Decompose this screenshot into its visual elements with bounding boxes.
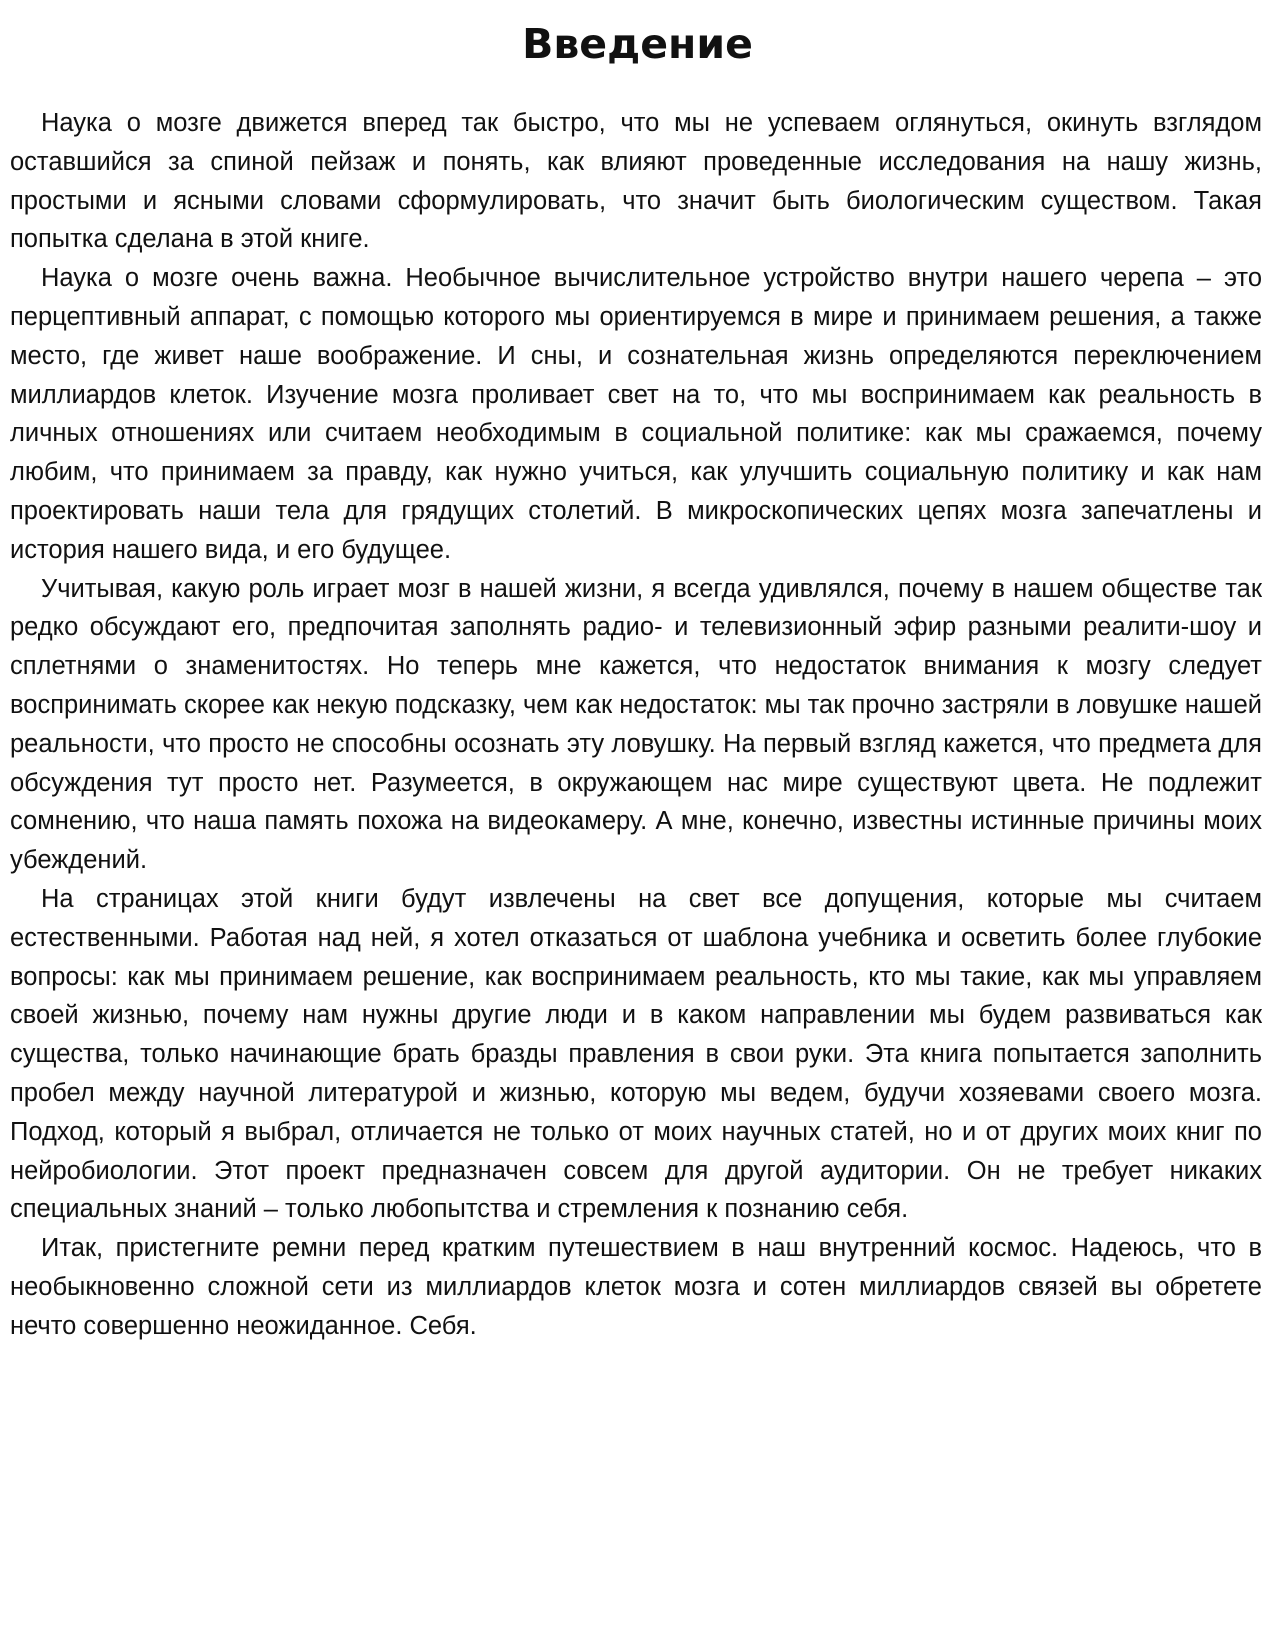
paragraph-4: На страницах этой книги будут извлечены на свет все допущения, которые мы считаем естественными. Работая над ней, я хотел отказаться от шаблона учебника и осветить более глубокие вопросы: как мы принимаем решение, как воспринимаем реальность, кто мы такие, как мы управляем своей жизнью, почему нам нужны другие люди и в каком направлении мы будем развиваться как существа, только начинающие брать бразды правления в свои руки. Эта книга попытается заполнить пробел между научной литературой и жизнью, которую мы ведем, будучи хозяевами своего мозга. Подход, который я выбрал, отличается не только от моих научных статей, но и от других моих книг по нейробиологии. Этот проект предназначен совсем для другой аудитории. Он не требует никаких специальных знаний – только любопытства и стремления к познанию себя. [10, 884, 1262, 1224]
paragraph-1: Наука о мозге движется вперед так быстро, что мы не успеваем оглянуться, окинуть взглядом оставшийся за спиной пейзаж и понять, как влияют проведенные исследования на нашу жизнь, простыми и ясными словами сформулировать, что значит быть биологическим существом. Такая попытка сделана в этой книге. [10, 109, 1262, 254]
body-text [10, 104, 1262, 1346]
paragraph-5: Итак, пристегните ремни перед кратким путешествием в наш внутренний космос. Надеюсь, что в необыкновенно сложной сети из миллиардов клеток мозга и сотен миллиардов связей вы обретете нечто совершенно неожиданное. Себя. [10, 1234, 1262, 1340]
page-title: Введение [522, 20, 753, 68]
paragraph-2: Наука о мозге очень важна. Необычное вычислительное устройство внутри нашего черепа – это перцептивный аппарат, с помощью которого мы ориентируемся в мире и принимаем решения, а также место, где живет наше воображение. И сны, и сознательная жизнь определяются переключением миллиардов клеток. Изучение мозга проливает свет на то, что мы воспринимаем как реальность в личных отношениях или считаем необходимым в социальной политике: как мы сражаемся, почему любим, что принимаем за правду, как нужно учиться, как улучшить социальную политику и как нам проектировать наши тела для грядущих столетий. В микроскопических цепях мозга запечатлены и история нашего вида, и его будущее. [10, 264, 1262, 564]
paragraph-3: Учитывая, какую роль играет мозг в нашей жизни, я всегда удивлялся, почему в нашем обществе так редко обсуждают его, предпочитая заполнять радио- и телевизионный эфир разными реалити-шоу и сплетнями о знаменитостях. Но теперь мне кажется, что недостаток внимания к мозгу следует воспринимать скорее как некую подсказку, чем как недостаток: мы так прочно застряли в ловушке нашей реальности, что просто не способны осознать эту ловушку. На первый взгляд кажется, что предмета для обсуждения тут просто нет. Разумеется, в окружающем нас мире существуют цвета. Не подлежит сомнению, что наша память похожа на видеокамеру. А мне, конечно, известны истинные причины моих убеждений. [10, 574, 1262, 875]
